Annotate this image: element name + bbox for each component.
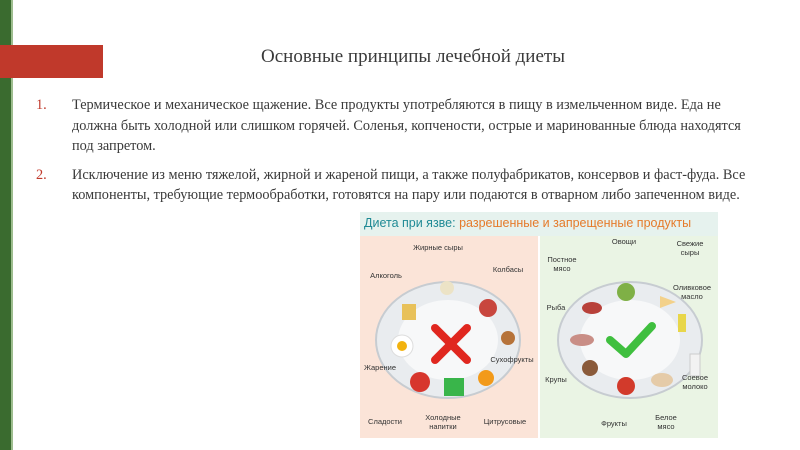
diet-infographic (360, 212, 718, 438)
item-number: 2. (36, 166, 47, 183)
label-sweets: Сладости (368, 417, 402, 426)
allowed-panel (540, 236, 718, 438)
label-frying: Жарение (363, 363, 397, 372)
label-soy-milk: Соевое молоко (681, 373, 708, 391)
item-number: 1. (36, 97, 47, 113)
label-fresh-cheese: Свежие сыры (676, 239, 704, 257)
label-fatty-cheese: Жирные сыры (413, 243, 463, 252)
infographic-title-main: Диета при язве: (364, 216, 456, 230)
label-alcohol: Алкоголь (370, 271, 402, 280)
item-text: Исключение из меню тяжелой, жирной и жареной пищи, а также полуфабрикатов, консервов и фаст-фуда. Все компоненты, требующие термообработки, готовятся на пару или подаются в отварном либо запеченном виде. (72, 166, 746, 203)
label-white-meat: Белое мясо (655, 413, 677, 431)
label-fish: Рыба (546, 303, 566, 312)
bullet-list (36, 95, 766, 214)
infographic-title-sub: разрешенные и запрещенные продукты (455, 216, 692, 230)
title-flag (0, 45, 103, 78)
slide-title: Основные принципы лечебной диеты (261, 46, 565, 67)
label-lean-meat: Постное мясо (547, 255, 577, 273)
label-citrus: Цитрусовые (483, 417, 527, 426)
infographic-title (360, 212, 718, 236)
item-text: Термическое и механическое щажение. Все продукты употребляются в пищу в измельченном виде. Еда не должна быть холодной или слишком горячей. Соленья, копчености, острые и маринованные блюда находятся под запретом. (72, 97, 741, 154)
label-sausages: Колбасы (492, 265, 524, 274)
label-fruits: Фрукты (601, 419, 627, 428)
label-grains: Крупы (545, 375, 567, 384)
forbidden-panel (360, 236, 538, 438)
label-vegetables: Овощи (611, 237, 637, 246)
label-olive-oil: Оливковое масло (672, 283, 712, 301)
label-cold-drinks: Холодные напитки (425, 413, 461, 431)
list-item (36, 165, 766, 206)
list-item (36, 95, 766, 157)
label-dried-fruit: Сухофрукты (490, 355, 534, 364)
